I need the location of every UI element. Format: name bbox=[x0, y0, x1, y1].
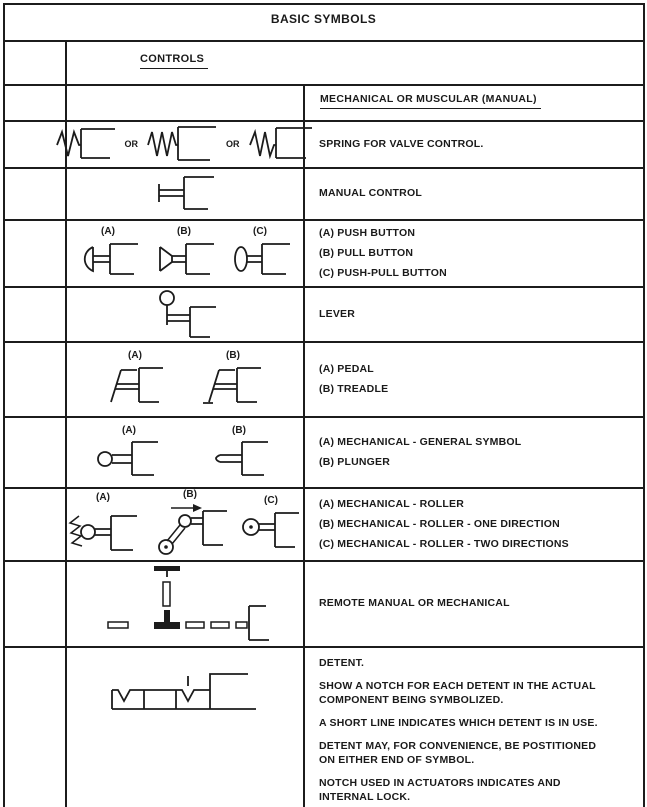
symbol-description: (A) PUSH BUTTON bbox=[319, 226, 416, 239]
symbol-description: (C) MECHANICAL - ROLLER - TWO DIRECTIONS bbox=[319, 537, 569, 550]
pull-button-symbol-icon bbox=[152, 238, 216, 280]
variant-label: (B) bbox=[226, 349, 240, 361]
push-button-symbol-icon bbox=[76, 238, 140, 280]
detent-symbol-icon bbox=[104, 664, 264, 716]
variant-label: (A) bbox=[101, 225, 115, 237]
pedal-symbol-icon bbox=[103, 362, 167, 408]
manual-control-symbol-icon bbox=[152, 174, 216, 212]
symbol-description: (A) MECHANICAL - ROLLER bbox=[319, 497, 464, 510]
spring-symbol-icon bbox=[146, 124, 218, 164]
roller-two-directions-symbol-icon bbox=[239, 507, 303, 553]
or-label: OR bbox=[226, 138, 240, 149]
table-row bbox=[3, 120, 644, 167]
variant-label: (A) bbox=[128, 349, 142, 361]
symbol-description: (B) MECHANICAL - ROLLER - ONE DIRECTION bbox=[319, 517, 560, 530]
lever-symbol-icon bbox=[148, 288, 220, 340]
symbol-description: (B) PULL BUTTON bbox=[319, 246, 414, 259]
roller-one-direction-symbol-icon bbox=[151, 501, 229, 559]
table-row bbox=[3, 416, 644, 487]
symbol-description: LEVER bbox=[319, 307, 356, 320]
symbol-description: SPRING FOR VALVE CONTROL. bbox=[319, 137, 484, 150]
symbol-description: DETENT. bbox=[319, 657, 365, 669]
symbol-description: (B) PLUNGER bbox=[319, 455, 391, 468]
variant-label: (A) bbox=[96, 491, 110, 503]
symbol-description: NOTCH USED IN ACTUATORS INDICATES AND INTERNAL LOCK. bbox=[319, 777, 561, 803]
table-row bbox=[3, 167, 644, 219]
symbol-description: REMOTE MANUAL OR MECHANICAL bbox=[319, 597, 510, 609]
table-row bbox=[3, 487, 644, 560]
table-row bbox=[3, 646, 644, 807]
treadle-symbol-icon bbox=[201, 362, 265, 408]
page-title: BASIC SYMBOLS bbox=[270, 12, 377, 26]
symbol-description: SHOW A NOTCH FOR EACH DETENT IN THE ACTUAL COMPONENT BEING SYMBOLIZED. bbox=[319, 680, 596, 706]
section-header-controls: CONTROLS bbox=[140, 53, 208, 69]
variant-label: (C) bbox=[264, 494, 278, 506]
variant-label: (C) bbox=[253, 225, 267, 237]
or-label: OR bbox=[124, 138, 138, 149]
column-header-mechanical: MECHANICAL OR MUSCULAR (MANUAL) bbox=[320, 93, 541, 109]
plunger-symbol-icon bbox=[204, 437, 274, 479]
symbol-description: (B) TREADLE bbox=[319, 382, 389, 395]
symbol-description: A SHORT LINE INDICATES WHICH DETENT IS IN USE. bbox=[319, 717, 598, 729]
symbol-description: MANUAL CONTROL bbox=[319, 187, 422, 199]
mechanical-general-symbol-icon bbox=[94, 437, 164, 479]
symbol-description: (A) MECHANICAL - GENERAL SYMBOL bbox=[319, 435, 522, 448]
variant-label: (A) bbox=[122, 424, 136, 436]
table-row bbox=[3, 286, 644, 341]
table-row bbox=[3, 219, 644, 286]
push-pull-button-symbol-icon bbox=[228, 238, 292, 280]
table-row bbox=[3, 560, 644, 646]
symbol-description: (A) PEDAL bbox=[319, 362, 374, 375]
symbol-description: DETENT MAY, FOR CONVENIENCE, BE POSTITIONED ON EITHER END OF SYMBOL. bbox=[319, 740, 597, 766]
grid-line bbox=[3, 84, 644, 86]
grid-line bbox=[3, 40, 644, 42]
mechanical-roller-symbol-icon bbox=[65, 504, 141, 556]
symbol-description: (C) PUSH-PULL BUTTON bbox=[319, 266, 447, 279]
table-row bbox=[3, 341, 644, 416]
border-top bbox=[3, 3, 644, 5]
remote-manual-symbol-icon bbox=[98, 562, 270, 644]
variant-label: (B) bbox=[177, 225, 191, 237]
variant-label: (B) bbox=[232, 424, 246, 436]
spring-symbol-icon bbox=[55, 125, 117, 163]
variant-label: (B) bbox=[183, 488, 197, 500]
